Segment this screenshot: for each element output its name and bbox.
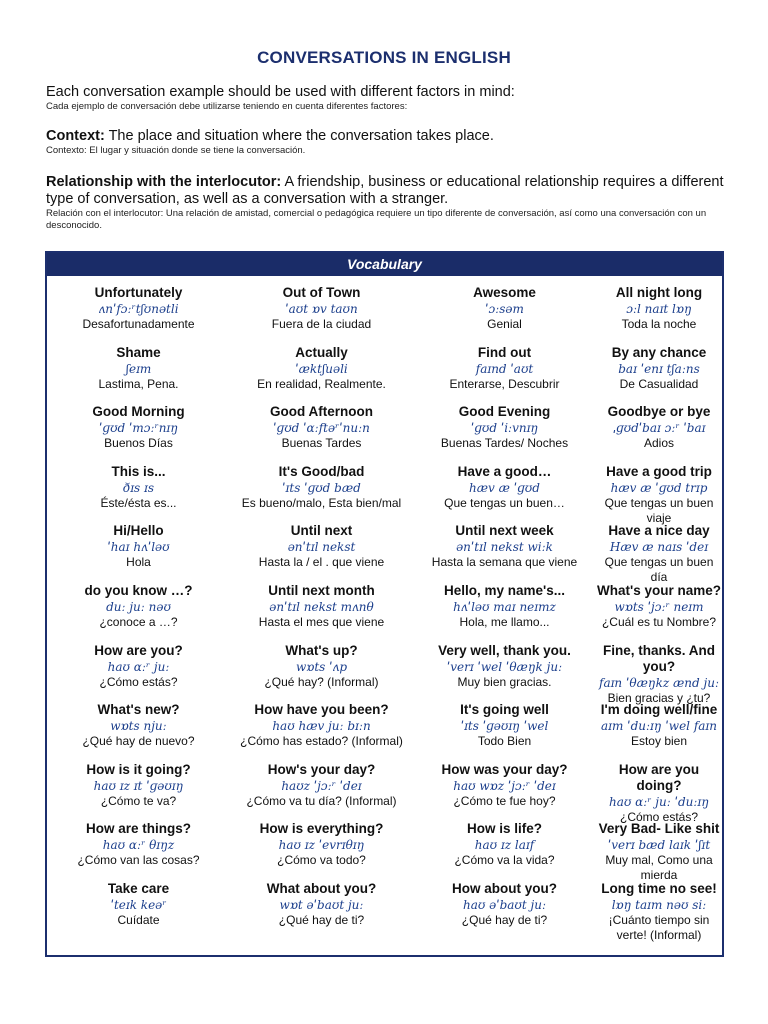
intro-text-es: Cada ejemplo de conversación debe utilizarse teniendo en cuenta diferentes factores: xyxy=(46,101,408,112)
vocab-translation: Muy mal, Como una mierda xyxy=(605,853,713,883)
vocab-translation: ¿Cómo estás? xyxy=(619,809,699,824)
vocab-translation: ¿Cómo va todo? xyxy=(277,853,366,868)
vocab-phonetic: wɒts njuː xyxy=(110,719,167,734)
relationship-text-en xyxy=(46,174,736,208)
vocab-entry xyxy=(230,455,413,515)
vocab-translation: Que tengas un buen… xyxy=(444,495,565,510)
vocab-translation: ¿conoce a …? xyxy=(99,614,178,629)
vocab-entry xyxy=(47,574,230,634)
vocab-phonetic: haʊ əˈbaʊt juː xyxy=(462,897,547,912)
vocab-phonetic: haʊ ɪz laɪf xyxy=(474,838,535,853)
vocab-entry xyxy=(47,812,230,872)
vocabulary-grid xyxy=(47,276,722,942)
vocab-word: How are you doing? xyxy=(618,761,700,793)
vocab-translation: Desafortunadamente xyxy=(82,317,195,331)
vocab-entry xyxy=(413,812,596,872)
vocab-word: How have you been? xyxy=(254,702,389,718)
vocab-word: Until next week xyxy=(455,523,554,539)
vocab-entry xyxy=(47,872,230,932)
vocab-entry xyxy=(47,276,230,336)
vocab-entry xyxy=(230,514,413,574)
vocab-entry xyxy=(230,634,413,694)
vocab-translation: Lastima, Pena. xyxy=(98,376,179,391)
vocab-translation: Buenas Tardes xyxy=(281,436,362,451)
vocab-translation: Enterarse, Descubrir xyxy=(449,376,560,391)
vocab-entry xyxy=(413,634,596,694)
vocab-entry xyxy=(230,574,413,634)
vocab-entry xyxy=(47,395,230,455)
vocab-translation: ¿Cómo te va? xyxy=(100,793,177,808)
vocab-translation: Hola xyxy=(126,555,151,570)
vocab-word: How are things? xyxy=(85,821,191,837)
vocab-phonetic: ˈaʊt ɒv taʊn xyxy=(285,302,358,316)
vocab-phonetic: ˈhaɪ hʌˈləʊ xyxy=(107,540,170,555)
vocab-word: It's going well xyxy=(460,702,549,718)
intro-section xyxy=(46,84,736,113)
vocab-phonetic: lɒŋ taɪm nəʊ siː xyxy=(611,897,707,912)
vocab-phonetic: aɪm ˈduːɪŋ ˈwel faɪn xyxy=(601,719,717,734)
vocab-entry xyxy=(596,514,722,585)
vocab-translation: ¿Cómo van las cosas? xyxy=(77,853,200,868)
vocab-phonetic: ˌɡʊdˈbaɪ ɔːʳ ˈbaɪ xyxy=(612,421,706,436)
vocab-entry xyxy=(47,634,230,694)
relationship-section xyxy=(46,174,736,232)
vocab-word: Good Evening xyxy=(458,404,551,420)
vocab-phonetic: ənˈtɪl nekst xyxy=(287,540,356,555)
vocab-word: Long time no see! xyxy=(601,880,717,896)
vocab-word: How are you? xyxy=(94,642,183,658)
vocab-phonetic: ˈverɪ ˈwel ˈθæŋk juː xyxy=(446,659,563,674)
vocab-word: I'm doing well/fine xyxy=(600,702,718,718)
vocab-translation: ¿Cómo has estado? (Informal) xyxy=(240,734,403,749)
vocab-phonetic: ˈæktʃuəli xyxy=(295,361,348,376)
relationship-body: A friendship, business or educational relationship requires a different type of conversation, as well as a conversation with a stranger. xyxy=(46,174,724,207)
vocab-translation: ¿Qué hay de ti? xyxy=(461,912,548,927)
vocab-word: What's your name? xyxy=(597,582,721,598)
vocab-phonetic: haʊ ɑːʳ juː xyxy=(107,659,170,674)
vocab-phonetic: wɒt əˈbaʊt juː xyxy=(279,897,364,912)
vocab-translation: Hasta el mes que viene xyxy=(258,614,385,629)
vocab-word: Out of Town xyxy=(282,285,361,300)
vocab-translation: Hasta la / el . que viene xyxy=(258,555,385,570)
vocab-word: How about you? xyxy=(452,880,557,896)
vocab-phonetic: ˈverɪ bæd laɪk ˈʃɪt xyxy=(607,838,711,853)
relationship-text-es: Relación con el interlocutor: Una relación de amistad, comercial o pedagógica requiere un tipo diferente de conversación, así como una conversación con un desconocido. xyxy=(46,208,707,231)
vocab-entry xyxy=(230,693,413,753)
vocab-word: What about you? xyxy=(266,880,377,896)
vocab-phonetic: ʌnˈfɔːʳtʃʊnətli xyxy=(98,302,179,316)
vocab-word: How was your day? xyxy=(441,761,568,777)
vocab-phonetic: ˈɪts ˈɡʊd bæd xyxy=(282,480,361,495)
vocab-word: By any chance xyxy=(611,344,707,360)
vocab-phonetic: ənˈtɪl nekst wiːk xyxy=(456,540,553,555)
context-text-es: Contexto: El lugar y situación donde se tiene la conversación. xyxy=(46,145,306,156)
vocab-word: Good Afternoon xyxy=(270,404,373,420)
vocab-word: Actually xyxy=(295,344,348,360)
vocab-word: Unfortunately xyxy=(94,285,183,300)
vocab-phonetic: ðɪs ɪs xyxy=(122,480,155,495)
vocab-translation: Cuídate xyxy=(117,912,160,927)
vocab-entry xyxy=(596,276,722,336)
vocab-word: What's up? xyxy=(285,642,358,658)
vocab-entry xyxy=(413,276,596,336)
context-section xyxy=(46,128,736,157)
vocab-phonetic: faɪn ˈθæŋkz ænd juː xyxy=(599,675,719,690)
vocab-entry xyxy=(596,395,722,455)
vocab-entry xyxy=(596,872,722,942)
vocab-translation: ¿Qué hay? (Informal) xyxy=(264,674,379,689)
vocab-translation: ¿Cómo te fue hoy? xyxy=(453,793,556,808)
vocab-translation: Bien gracias y ¿tu? xyxy=(607,690,711,705)
intro-text-en: Each conversation example should be used with different factors in mind: xyxy=(46,84,515,100)
vocab-phonetic: ˈɡʊd ˈiːvnɪŋ xyxy=(470,421,539,436)
vocab-phonetic: duː juː nəʊ xyxy=(106,599,171,614)
vocab-entry xyxy=(596,336,722,396)
vocab-word: Shame xyxy=(116,344,161,360)
vocab-word: Awesome xyxy=(473,285,536,300)
vocab-translation: Buenas Tardes/ Noches xyxy=(440,436,569,451)
vocab-translation: Es bueno/malo, Esta bien/mal xyxy=(241,495,402,510)
vocab-word: Take care xyxy=(107,880,170,896)
vocab-translation: Hasta la semana que viene xyxy=(431,555,578,570)
vocab-phonetic: haʊ ɑːʳ θɪŋz xyxy=(102,838,175,853)
vocab-entry xyxy=(413,514,596,574)
vocab-phonetic: haʊ ɑːʳ juː ˈduːɪŋ xyxy=(609,794,709,809)
vocab-word: How is life? xyxy=(466,821,542,837)
vocab-translation: Que tengas un buen día xyxy=(604,555,714,585)
context-label: Context: xyxy=(46,128,105,144)
vocab-word: Until next xyxy=(290,523,353,539)
page-title: CONVERSATIONS IN ENGLISH xyxy=(257,48,511,67)
vocab-phonetic: ˈɡʊd ˈmɔːʳnɪŋ xyxy=(99,421,178,436)
vocab-translation: Muy bien gracias. xyxy=(457,674,552,689)
vocab-entry xyxy=(230,872,413,932)
vocab-word: Until next month xyxy=(268,582,375,598)
vocab-entry xyxy=(230,395,413,455)
vocab-entry xyxy=(230,336,413,396)
vocab-entry xyxy=(596,455,722,525)
vocab-translation: De Casualidad xyxy=(619,376,699,391)
vocab-word: Find out xyxy=(477,344,532,360)
vocab-translation: ¿Qué hay de ti? xyxy=(278,912,365,927)
vocab-translation: Hola, me llamo... xyxy=(459,614,550,629)
relationship-label: Relationship with the interlocutor: xyxy=(46,174,282,190)
vocab-entry xyxy=(47,514,230,574)
vocab-translation: ¿Cómo va tu día? (Informal) xyxy=(246,793,397,808)
vocab-word: How is everything? xyxy=(259,821,384,837)
vocab-translation: Buenos Días xyxy=(104,436,173,451)
vocab-phonetic: ˈɔːsəm xyxy=(485,302,524,316)
vocab-translation: ¿Cómo va la vida? xyxy=(454,853,555,868)
vocab-translation: Que tengas un buen viaje xyxy=(604,495,714,525)
vocab-entry xyxy=(596,634,722,705)
vocab-word: How's your day? xyxy=(267,761,376,777)
vocab-translation: Fuera de la ciudad xyxy=(271,317,372,331)
vocab-entry xyxy=(413,455,596,515)
vocab-phonetic: ɔːl naɪt lɒŋ xyxy=(626,302,692,316)
vocab-word: do you know …? xyxy=(84,582,193,598)
vocab-word: What's new? xyxy=(97,702,180,718)
vocab-translation: Todo Bien xyxy=(477,734,532,749)
vocabulary-table xyxy=(45,251,724,957)
vocab-entry xyxy=(596,690,722,753)
vocab-phonetic: haʊ hæv juː bɪːn xyxy=(272,719,371,734)
vocab-translation: ¡Cuánto tiempo sin verte! (Informal) xyxy=(608,912,710,942)
vocab-word: This is... xyxy=(111,463,166,479)
vocab-phonetic: Hæv æ naɪs ˈdeɪ xyxy=(609,540,709,555)
vocab-translation: Éste/ésta es... xyxy=(100,495,177,510)
vocab-word: Have a good trip xyxy=(606,463,712,479)
vocab-entry xyxy=(47,753,230,813)
vocab-phonetic: wɒts ˈʌp xyxy=(295,659,348,674)
vocab-entry xyxy=(413,693,596,753)
vocab-word: Hello, my name's... xyxy=(443,582,565,598)
vocab-phonetic: ənˈtɪl nekst mʌnθ xyxy=(269,599,374,614)
vocab-phonetic: ˈɪts ˈɡəʊɪŋ ˈwel xyxy=(460,719,549,734)
vocabulary-heading: Vocabulary xyxy=(47,253,722,276)
vocab-entry xyxy=(47,455,230,515)
vocab-translation: Toda la noche xyxy=(621,317,697,331)
vocab-word: Very Bad- Like shit xyxy=(598,821,720,837)
vocab-phonetic: ʃeɪm xyxy=(125,361,152,376)
vocab-phonetic: baɪ ˈenɪ tʃaːns xyxy=(618,361,700,376)
vocab-translation: Adios xyxy=(643,436,675,451)
vocab-word: Fine, thanks. And you? xyxy=(602,642,715,674)
vocab-entry xyxy=(47,336,230,396)
vocab-word: Hi/Hello xyxy=(113,523,164,539)
vocab-entry xyxy=(413,395,596,455)
vocab-translation: ¿Cómo estás? xyxy=(99,674,178,689)
vocab-entry xyxy=(596,809,722,883)
vocab-phonetic: wɒts ˈjɔːʳ neɪm xyxy=(614,599,704,614)
vocab-word: Goodbye or bye xyxy=(607,404,711,420)
vocab-word: How is it going? xyxy=(86,761,191,777)
vocab-word: Good Morning xyxy=(92,404,185,420)
vocab-entry xyxy=(230,812,413,872)
vocab-word: It's Good/bad xyxy=(278,463,365,479)
vocab-phonetic: hæv æ ˈɡʊd xyxy=(469,480,540,495)
vocab-entry xyxy=(230,276,413,336)
vocab-word: All night long xyxy=(615,285,703,300)
vocab-entry xyxy=(47,693,230,753)
vocab-translation: Genial xyxy=(487,317,522,331)
vocab-phonetic: hʌˈləʊ maɪ neɪmz xyxy=(453,599,556,614)
vocab-phonetic: haʊz ˈjɔːʳ ˈdeɪ xyxy=(281,778,362,793)
vocab-word: Have a nice day xyxy=(608,523,710,539)
vocab-phonetic: ˈɡʊd ˈɑːftəʳˈnuːn xyxy=(273,421,370,436)
vocab-phonetic: faɪnd ˈaʊt xyxy=(475,361,534,376)
vocab-translation: ¿Cuál es tu Nombre? xyxy=(601,614,717,629)
vocab-word: Have a good… xyxy=(457,463,552,479)
vocab-phonetic: haʊ ɪz ɪt ˈɡəʊɪŋ xyxy=(93,778,184,793)
vocab-word: Very well, thank you. xyxy=(438,642,571,658)
context-text-en xyxy=(46,128,736,145)
vocab-translation: ¿Qué hay de nuevo? xyxy=(82,734,195,749)
vocab-entry xyxy=(596,574,722,634)
vocab-entry xyxy=(413,872,596,932)
vocab-phonetic: haʊ wɒz ˈjɔːʳ ˈdeɪ xyxy=(453,778,556,793)
vocab-entry xyxy=(230,753,413,813)
vocab-translation: Estoy bien xyxy=(630,734,688,749)
vocab-entry xyxy=(413,574,596,634)
context-body: The place and situation where the conversation takes place. xyxy=(104,128,494,144)
vocab-phonetic: ˈteɪk keəʳ xyxy=(110,897,167,912)
vocab-phonetic: haʊ ɪz ˈevrɪθɪŋ xyxy=(278,838,365,853)
vocab-translation: En realidad, Realmente. xyxy=(257,376,386,391)
vocab-entry xyxy=(596,753,722,824)
vocab-entry xyxy=(413,753,596,813)
vocab-entry xyxy=(413,336,596,396)
vocab-phonetic: hæv æ ˈɡʊd trɪp xyxy=(610,480,708,495)
